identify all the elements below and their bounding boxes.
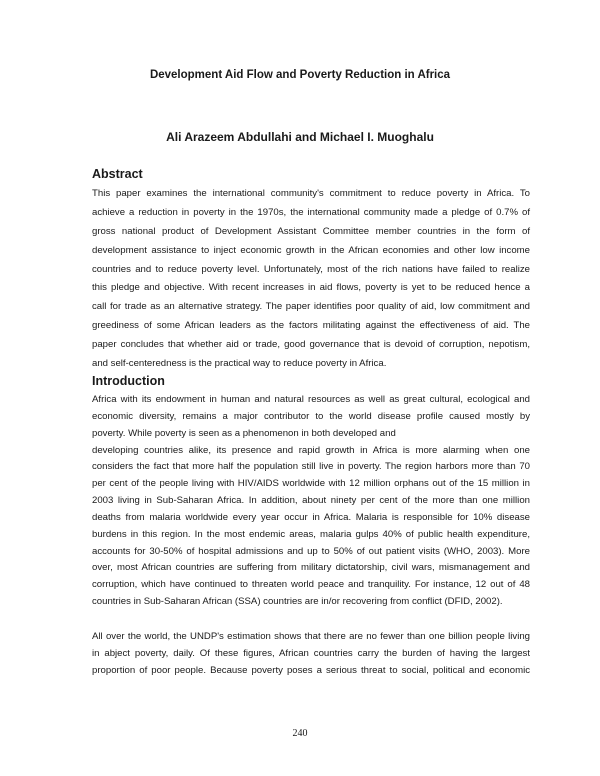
introduction-body (92, 392, 530, 611)
text-line: poverty. While poverty is seen as a phenomenon in both developed and (92, 427, 396, 439)
introduction-paragraph-2 (92, 629, 530, 680)
text-line: countries in Sub-Saharan African (SSA) countries are in/or recovering from conflict (DFID, 2002). (92, 596, 503, 608)
page-number: 240 (292, 728, 308, 739)
abstract-body (92, 185, 530, 374)
text-line: this pledge and objective. With recent increases in aid flows, poverty is yet to be reduced hence a (92, 282, 530, 294)
text-line: and self-centeredness is the practical way to reduce poverty in Africa. (92, 358, 387, 370)
text-line: considers the fact that more half the population still live in poverty. The region harbors more than 70 (92, 461, 530, 473)
text-line: 2003 living in Sub-Saharan Africa. In addition, about ninety per cent of the more than one million (92, 495, 530, 507)
introduction-heading: Introduction (92, 374, 165, 388)
text-line: All over the world, the UNDP's estimation shows that there are no fewer than one billion people living (92, 631, 530, 642)
text-line: proportion of poor people. Because poverty poses a serious threat to social, political and economic (92, 664, 530, 676)
text-line: corruption, which have continued to threaten world peace and tranquility. For instance, 12 out of 48 (92, 579, 530, 591)
text-line: accounts for 30-50% of hospital admissions and up to 50% of out patient visits (WHO, 2003). More (92, 545, 530, 557)
text-line: call for trade as an alternative strategy. The paper identifies poor quality of aid, low commitment and (92, 301, 530, 313)
text-line: burdens in this region. In the most endemic areas, malaria gulps 40% of public health expenditure, (92, 528, 530, 540)
text-line: per cent of the people living with HIV/AIDS worldwide with 12 million orphans out of the 15 million in (92, 478, 530, 490)
paper-authors: Ali Arazeem Abdullahi and Michael I. Muoghalu (166, 130, 434, 144)
text-line: developing countries alike, its presence and rapid growth in Africa is more alarming when one (92, 444, 530, 456)
text-line: achieve a reduction in poverty in the 1970s, the international community made a pledge of 0.7% of (92, 206, 530, 218)
text-line: gross national product of Development Assistant Committee member countries in the form of (92, 225, 530, 237)
text-line: development assistance to inject economic growth in the African economies and other low income (92, 244, 530, 256)
text-line: over, most African countries are suffering from military dictatorship, civil wars, mismanagement and (92, 562, 530, 574)
text-line: Africa with its endowment in human and natural resources as well as great cultural, ecological and (92, 394, 530, 405)
paper-title: Development Aid Flow and Poverty Reduction in Africa (149, 69, 451, 81)
text-line: deaths from malaria worldwide every year occur in Africa. Malaria is responsible for 10% disease (92, 511, 530, 523)
text-line: greediness of some African leaders as the factors militating against the effectiveness of aid. The (92, 320, 530, 332)
text-line: paper concludes that whether aid or trade, good governance that is devoid of corruption, nepotism, (92, 339, 530, 351)
text-line: in abject poverty, daily. Of these figures, African countries carry the burden of having the largest (92, 647, 530, 659)
abstract-heading: Abstract (92, 167, 143, 181)
text-line: This paper examines the international community's commitment to reduce poverty in Africa. To (92, 188, 530, 199)
text-line: economic diversity, remains a major contributor to the world disease profile caused mostly by (92, 410, 530, 422)
text-line: countries and to reduce poverty level. Unfortunately, most of the rich nations have failed to realize (92, 263, 530, 275)
